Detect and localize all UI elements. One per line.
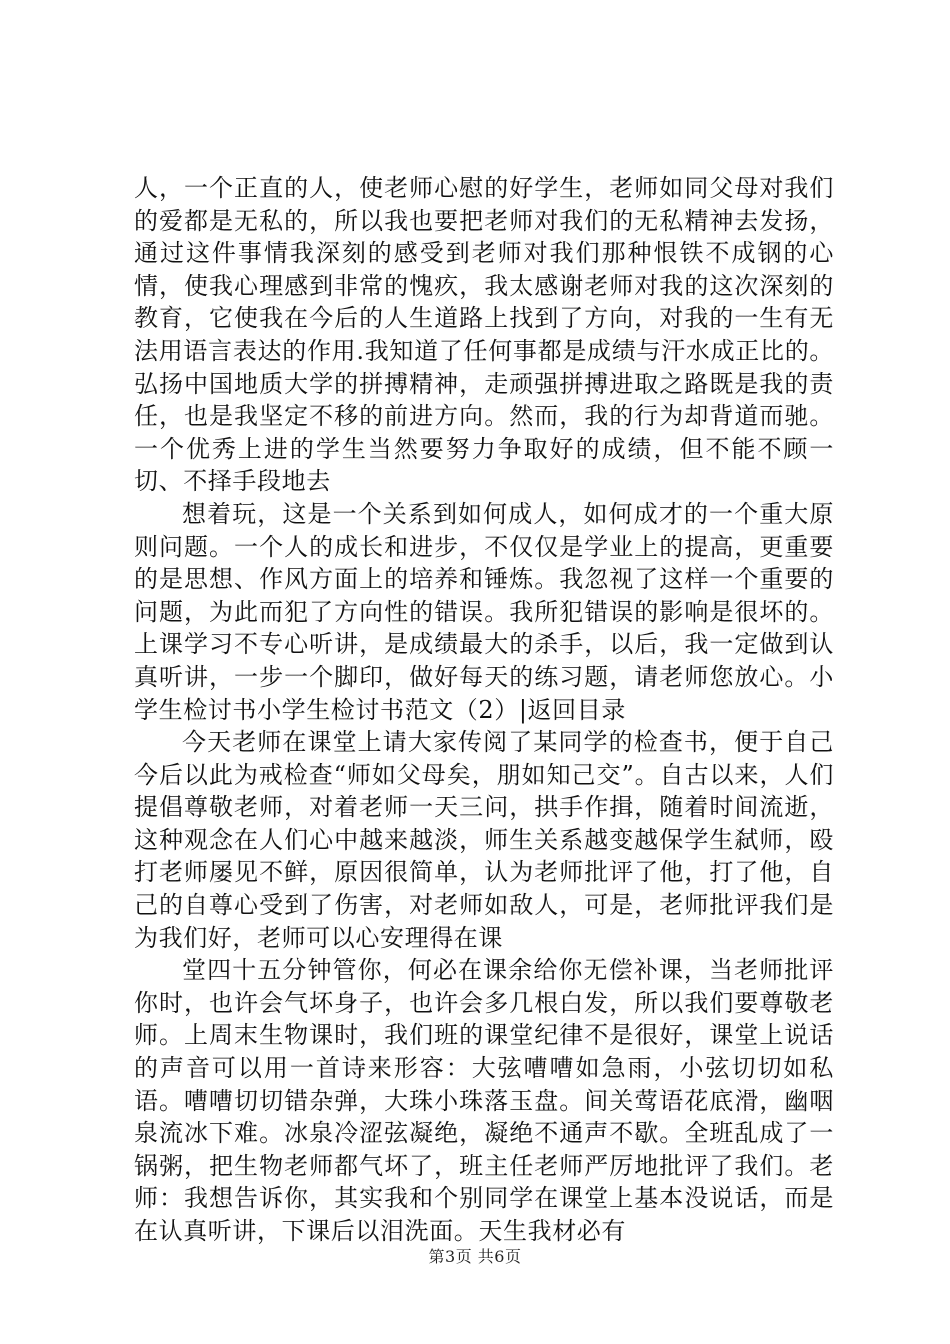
- body-paragraph-3: 今天老师在课堂上请大家传阅了某同学的检查书，便于自己今后以此为戒检查“师如父母矣，朋如知己交”。自古以来，人们提倡尊敬老师，对着老师一天三问，拱手作揖，随着时间流逝，这种观念在人们心中越来越淡，师生关系越变越保学生弑师，殴打老师屡见不鲜，原因很简单，认为老师批评了他，打了他，自己的自尊心受到了伤害，对老师如敌人，可是，老师批评我们是为我们好，老师可以心安理得在课: [134, 728, 834, 952]
- page-footer: 第3页 共6页: [428, 1247, 522, 1266]
- document-body: [134, 172, 834, 1248]
- body-paragraph-2: 想着玩，这是一个关系到如何成人，如何成才的一个重大原则问题。一个人的成长和进步，不仅仅是学业上的提高，更重要的是思想、作风方面上的培养和锤炼。我忽视了这样一个重要的问题，为此而犯了方向性的错误。我所犯错误的影响是很坏的。上课学习不专心听讲，是成绩最大的杀手，以后，我一定做到认真听讲，一步一个脚印，做好每天的练习题，请老师您放心。小学生检讨书小学生检讨书范文（2）|返回目录: [134, 499, 834, 724]
- body-paragraph-4: 堂四十五分钟管你，何必在课余给你无偿补课，当老师批评你时，也许会气坏身子，也许会多几根白发，所以我们要尊敬老师。上周末生物课时，我们班的课堂纪律不是很好，课堂上说话的声音可以用一首诗来形容：大弦嘈嘈如急雨，小弦切切如私语。嘈嘈切切错杂弹，大珠小珠落玉盘。间关莺语花底滑，幽咽泉流冰下难。冰泉冷涩弦凝绝，凝绝不通声不歇。全班乱成了一锅粥，把生物老师都气坏了，班主任老师严厉地批评了我们。老师：我想告诉你，其实我和个别同学在课堂上基本没说话，而是在认真听讲，下课后以泪洗面。天生我材必有: [134, 956, 834, 1245]
- body-paragraph-1: 人，一个正直的人，使老师心慰的好学生，老师如同父母对我们的爱都是无私的，所以我也要把老师对我们的无私精神去发扬，通过这件事情我深刻的感受到老师对我们那种恨铁不成钢的心情，使我心理感到非常的愧疚，我太感谢老师对我的这次深刻的教育，它使我在今后的人生道路上找到了方向，对我的一生有无法用语言表达的作用.我知道了任何事都是成绩与汗水成正比的。弘扬中国地质大学的拼搏精神，走顽强拼搏进取之路既是我的责任，也是我坚定不移的前进方向。然而，我的行为却背道而驰。一个优秀上进的学生当然要努力争取好的成绩，但不能不顾一切、不择手段地去: [134, 174, 834, 496]
